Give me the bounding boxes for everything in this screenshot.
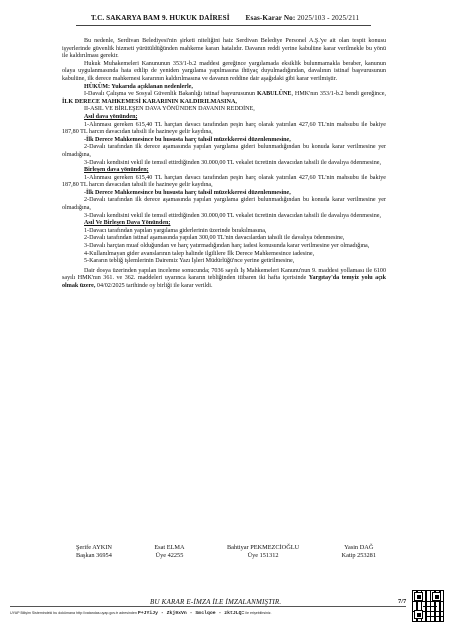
list-item: 1-Alınması gereken 615,40 TL harçtan davacı tarafından peşin harç olarak yatırılan 427,60 TL'nin mahsubu ile bakiye 187,80 TL harcın davacıdan tahsili ile hazineye gelir kaydına, (62, 121, 386, 136)
signature-katip (342, 544, 376, 560)
access-code: P+JYiJy - Zkj9xVn - Smclqoe - zktJLQ= (137, 611, 245, 616)
list-item-bold: -İlk Derece Mahkemesince bu hususta harç tahsil müzekkeresi düzenlenmesine, (84, 189, 291, 196)
signer-title: Üye 151312 (247, 552, 279, 559)
list-item: 5-Kararın tebliğ işlemlerinin Dairemiz Yazı İşleri Müdürlüğü'nce yerine getirilmesine, (84, 258, 295, 265)
signature-block (76, 544, 376, 560)
list-item: 2-Davalı tarafından ilk derece aşamasında yapılan yargılama gideri bulunmadığından bu konuda karar verilmesine yer olmadığına, (62, 197, 386, 212)
signature-uye-1 (154, 544, 184, 560)
paragraph-final: Dair dosya üzerinden yapılan inceleme sonucunda; 7036 sayılı İş Mahkemeleri Kanunu'nun 9. maddesi yollaması ile 6100 sayılı HMK'nın 361. ve 362. maddeleri uyarınca kararın tebliğinden itibaren iki hafta içerisinde Yargıtay'da temyiz yolu açık olmak üzere, 04/02/2025 tarihinde oy birliği ile karar verildi. (62, 267, 386, 289)
uyap-access-note: UYAP Bilişim Sistemindeki bu dokümana http://vatandas.uyap.gov.tr adresinden P+JYiJy - Zkj9xVn - Smclqoe - zktJLQ= ile erişebilirsiniz. (10, 611, 272, 616)
paragraph-kabul: I-Davalı Çalışma ve Sosyal Güvenlik Bakanlığı istinaf başvurusunun KABULÜNE, HMK'nın 353/1-b.2 bendi gereğince, İLK DERECE MAHKEMESİ KARARININ KALDIRILMASINA, (62, 91, 387, 105)
esas-value: 2025/103 - 2025/211 (297, 14, 360, 22)
paragraph-red: II-ASIL VE BİRLEŞEN DAVA YÖNÜNDEN DAVANIN REDDİNE, (84, 106, 255, 113)
signature-uye-2 (227, 544, 299, 560)
list-item: 2-Davalı tarafından ilk derece aşamasında yapılan yargılama gideri bulunmadığından bu konuda karar verilmesine yer olmadığına, (62, 144, 386, 158)
section-birlesen-dava: Birleşen dava yönünden; (84, 167, 149, 174)
paragraph-reasoning: Bu nedenle, Serdivan Belediyesi'nin şirketi niteliğini haiz Serdivan Belediye Personel A.Ş.'ye ait olan tespit konusu işyerlerinde güvenlik hizmeti yürütüldüğünden mahkeme kararı hatalıdır. Davanın reddi yerine kabulüne karar verilmekle bu yönü ile kaldırılması gerekir. (62, 38, 386, 60)
list-item: 4-Kullanılmayan gider avanslarının talep halinde ilgililere İlk Derece Mahkemesince iadesine, (84, 250, 315, 257)
signer-title: Başkan 36954 (76, 552, 112, 559)
paragraph-hmk: Hukuk Muhakemeleri Kanununun 353/1-b.2 maddesi gereğince yargılamada eksiklik bulunmamakla beraber, kanunun olaya uygulanmasında hata edilip de yeniden yargılama yapılmasına ihtiyaç duyulmadığından, davalının istinaf başvurusunun kabulüne, ilk derece mahkemesi kararının kaldırılmasına ve davanın reddine dair aşağıdaki gibi karar verilmiştir. (62, 60, 386, 82)
list-item: 1-Alınması gereken 615,40 TL harçtan davacı tarafından peşin harç olarak yatırılan 427,60 TL'nin mahsubu ile bakiye 187,80 TL harcın davacıdan tahsili ile hazineye gelir kaydına, (62, 174, 386, 189)
decision-body (62, 38, 386, 291)
qr-code-icon (412, 590, 444, 622)
esas-label: Esas-Karar No: (245, 14, 296, 22)
signer-title: Üye 42255 (155, 552, 184, 559)
list-item: 1-Davacı tarafından yapılan yargılama giderlerinin üzerinde bırakılmasına, (84, 227, 267, 234)
footer-divider (10, 606, 406, 607)
page-number: 7/7 (398, 598, 407, 605)
page-header (0, 14, 450, 22)
signer-name: Bahtiyar PEKMEZCİOĞLU (226, 544, 300, 551)
header-divider (76, 25, 371, 26)
signer-name: Yasin DAĞ (344, 544, 374, 551)
section-asil-dava: Asıl dava yönünden; (84, 113, 138, 120)
list-item: 3-Davalı kendisini vekil ile temsil ettirdiğinden 30.000,00 TL vekalet ücretinin davacıdan tahsili ile davalıya ödenmesine, (84, 159, 381, 166)
list-item-bold: -İlk Derece Mahkemesince bu hususta harç tahsil müzekkeresi düzenlenmesine, (84, 136, 291, 143)
court-name: T.C. SAKARYA BAM 9. HUKUK DAİRESİ (90, 14, 230, 22)
signer-name: Esat ELMA (154, 544, 185, 551)
list-item: 2-Davalı tarafından istinaf aşamasında yapılan 300,00 TL'nin davacılardan tahsili ile davalıya ödenmesine, (84, 235, 345, 242)
list-item: 3-Davalı kendisini vekil ile temsil ettirdiğinden 30.000,00 TL vekalet ücretinin davacıdan tahsili ile davalıya ödenmesine, (84, 212, 381, 219)
hukum-heading: HÜKÜM: Yukarıda açıklanan nedenlerle, (84, 83, 193, 90)
signer-title: Katip 253281 (341, 552, 376, 559)
e-signature-notice: BU KARAR E-İMZA İLE İMZALANMIŞTIR. (150, 598, 282, 606)
signer-name: Şerife AYKIN (76, 544, 112, 551)
section-asil-ve-birlesen: Asıl Ve Birleşen Dava Yönünden; (84, 220, 171, 227)
list-item: 3-Davalı harçtan muaf olduğundan ve harç yatırmadığından harç iadesi konusunda karar verilmesine yer olmadığına, (84, 243, 370, 250)
signature-baskan (76, 544, 112, 560)
